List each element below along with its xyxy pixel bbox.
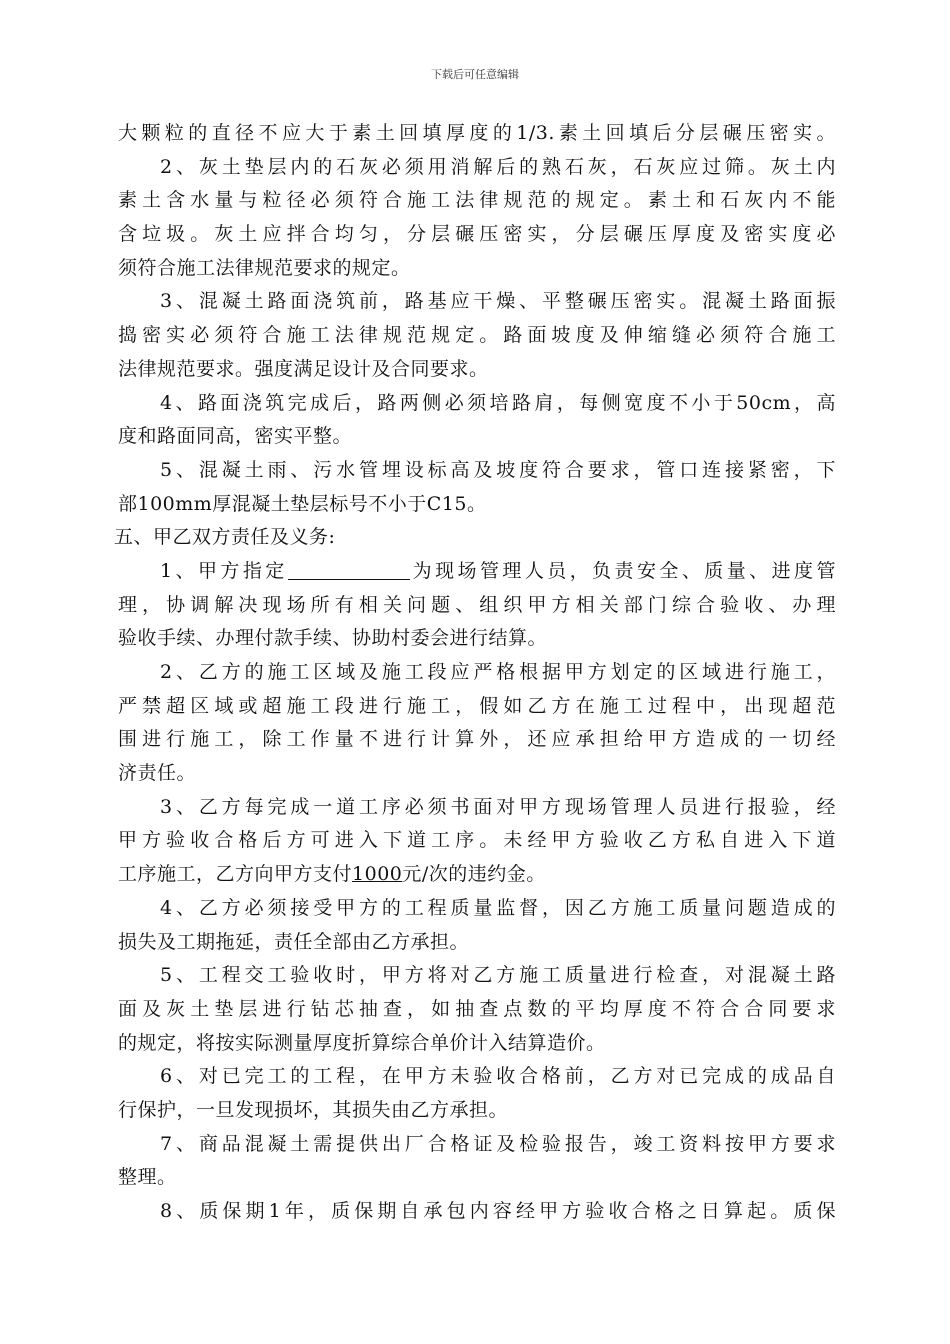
text-line: 7、商品混凝土需提供出厂合格证及检验报告，竣工资料按甲方要求 xyxy=(160,1132,836,1155)
section-heading: 五、甲乙双方责任及义务: xyxy=(114,526,336,549)
fill-in-blank xyxy=(288,561,410,580)
text-line: 2、灰土垫层内的石灰必须用消解后的熟石灰，石灰应过筛。灰土内 xyxy=(160,155,836,178)
text-line: 4、路面浇筑完成后，路两侧必须培路肩，每侧宽度不小于50cm，高 xyxy=(160,391,836,414)
penalty-amount: 1000 xyxy=(352,863,403,886)
text-line: 8、质保期1年，质保期自承包内容经甲方验收合格之日算起。质保 xyxy=(160,1200,836,1222)
text-line: 面及灰土垫层进行钻芯抽查，如抽查点数的平均厚度不符合合同要求 xyxy=(118,997,836,1020)
text-line: 4、乙方必须接受甲方的工程质量监督，因乙方施工质量问题造成的 xyxy=(160,896,836,919)
text-line: 度和路面同高，密实平整。 xyxy=(118,425,353,448)
text-line: 6、对已完工的工程，在甲方未验收合格前，乙方对已完成的成品自 xyxy=(160,1065,836,1088)
text-line: 2、乙方的施工区域及施工段应严格根据甲方划定的区域进行施工， xyxy=(160,661,836,683)
text-line: 理，协调解决现场所有相关问题、组织甲方相关部门综合验收、办理 xyxy=(118,593,836,616)
text-line: 损失及工期拖延，责任全部由乙方承担。 xyxy=(118,930,470,953)
text-line: 验收手续、办理付款手续、协助村委会进行结算。 xyxy=(118,627,548,650)
text-line: 素土含水量与粒径必须符合施工法律规范的规定。素土和石灰内不能 xyxy=(118,189,836,212)
document-body xyxy=(114,117,836,1229)
text-line: 大颗粒的直径不应大于素土回填厚度的1/3.素土回填后分层碾压密实。 xyxy=(118,122,836,144)
text-line: 甲方验收合格后方可进入下道工序。未经甲方验收乙方私自进入下道 xyxy=(118,829,836,852)
text-segment: 元/次的违约金。 xyxy=(402,863,546,886)
text-line: 法律规范要求。强度满足设计及合同要求。 xyxy=(118,357,489,380)
text-line: 围进行施工，除工作量不进行计算外，还应承担给甲方造成的一切经 xyxy=(118,728,836,751)
page-header: 下载后可任意编辑 xyxy=(431,68,519,81)
text-segment: 1、甲方指定 xyxy=(160,559,288,582)
text-line: 行保护，一旦发现损坏，其损失由乙方承担。 xyxy=(118,1098,509,1121)
text-line: 3、混凝土路面浇筑前，路基应干燥、平整碾压密实。混凝土路面振 xyxy=(160,290,836,313)
text-line: 严禁超区域或超施工段进行施工，假如乙方在施工过程中，出现超范 xyxy=(118,694,836,717)
text-line: 整理。 xyxy=(118,1166,177,1189)
text-line: 含垃圾。灰土应拌合均匀，分层碾压密实，分层碾压厚度及密实度必 xyxy=(118,223,836,246)
text-line: 须符合施工法律规范要求的规定。 xyxy=(118,256,411,279)
text-line xyxy=(118,555,836,589)
text-line: 济责任。 xyxy=(118,762,197,785)
text-line: 的规定，将按实际测量厚度折算综合单价计入结算造价。 xyxy=(118,1031,606,1054)
text-line xyxy=(118,858,836,892)
text-line: 捣密实必须符合施工法律规范规定。路面坡度及伸缩缝必须符合施工 xyxy=(118,324,836,347)
text-line: 5、混凝土雨、污水管埋设标高及坡度符合要求，管口连接紧密，下 xyxy=(160,458,836,481)
text-line: 5、工程交工验收时，甲方将对乙方施工质量进行检查，对混凝土路 xyxy=(160,964,836,987)
text-line: 3、乙方每完成一道工序必须书面对甲方现场管理人员进行报验，经 xyxy=(160,795,836,818)
text-segment: 为现场管理人员，负责安全、质量、进度管 xyxy=(409,559,836,582)
text-segment: 工序施工，乙方向甲方支付 xyxy=(118,863,353,886)
text-line: 部100mm厚混凝土垫层标号不小于C15。 xyxy=(118,492,487,515)
